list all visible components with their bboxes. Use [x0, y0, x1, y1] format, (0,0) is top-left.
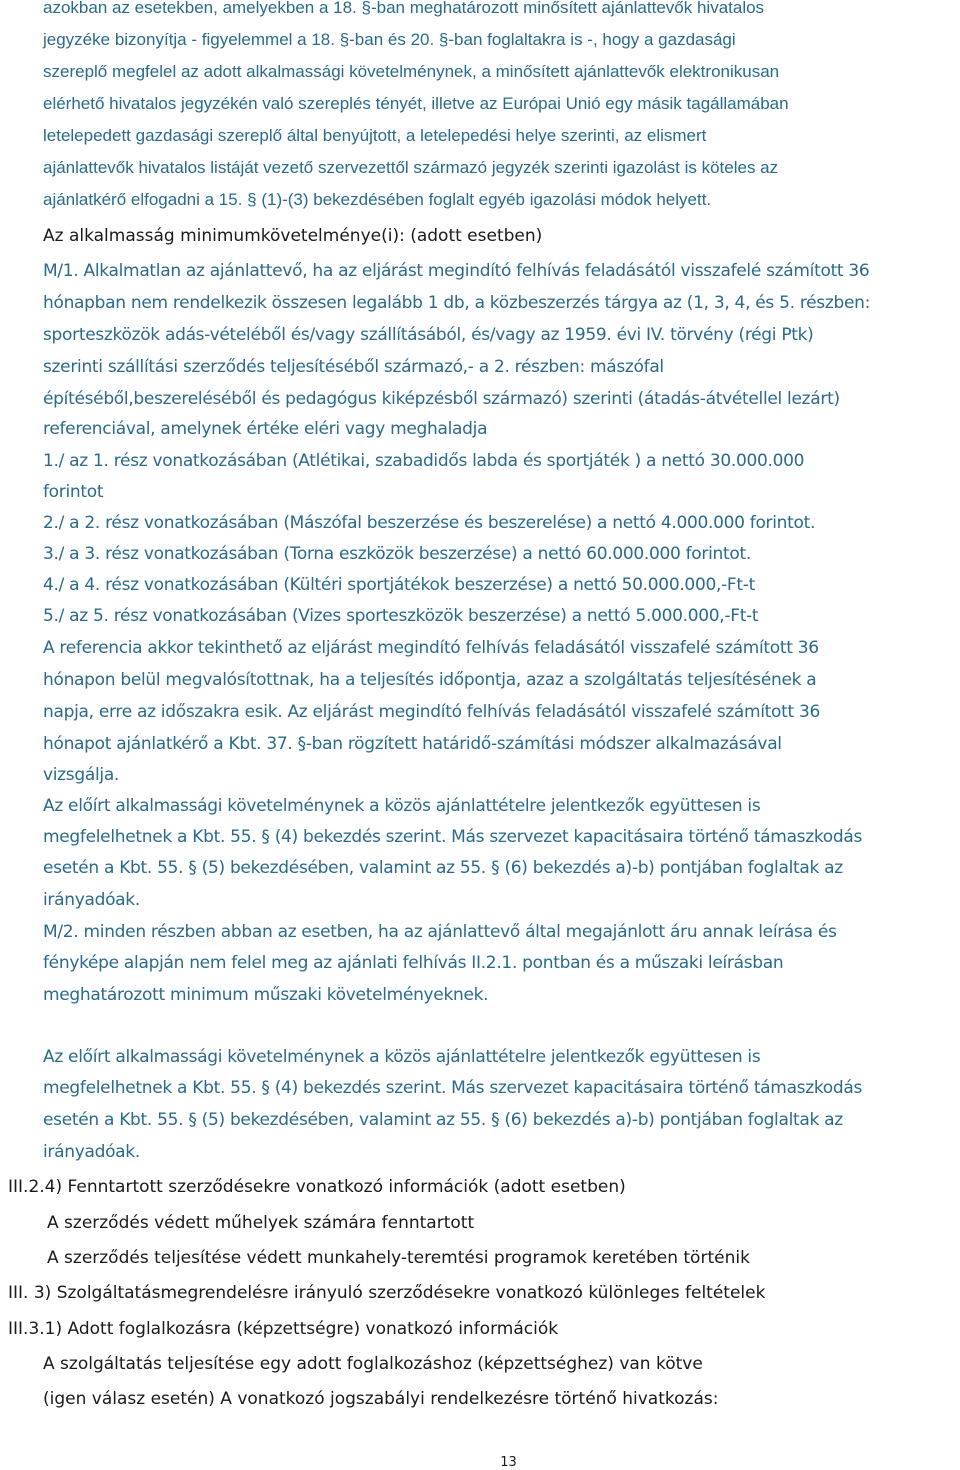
m1-line-16: vizsgálja.	[43, 765, 120, 785]
m1-line-10: 4./ a 4. rész vonatkozásában (Kültéri sportjátékok beszerzése) a nettó 50.000.000,-Ft-t	[43, 575, 755, 595]
m1-line-0: M/1. Alkalmatlan az ajánlattevő, ha az eljárást megindító felhívás feladásától visszafelé számított 36	[43, 261, 870, 281]
m1-line-4: építéséből,beszereléséből és pedagógus kiképzésből származó) szerinti (átadás-átvétellel lezárt)	[43, 389, 840, 409]
intro-line-6: ajánlatkérő elfogadni a 15. § (1)-(3) bekezdésében foglalt egyéb igazolási módok helyett.	[43, 190, 712, 209]
m1-line-22: fényképe alapján nem felel meg az ajánlati felhívás II.2.1. pontban és a műszaki leírásban	[43, 953, 784, 973]
m1-line-21: M/2. minden részben abban az esetben, ha az ajánlattevő által megajánlott áru annak leírása és	[43, 922, 837, 942]
m1-line-2: sporteszközök adás-vételéből és/vagy szállításából, és/vagy az 1959. évi IV. törvény (régi Ptk)	[43, 325, 814, 345]
m1-line-8: 2./ a 2. rész vonatkozásában (Mászófal beszerzése és beszerelése) a nettó 4.000.000 forintot.	[43, 513, 816, 533]
section-III-2-4-item-1: A szerződés teljesítése védett munkahely-teremtési programok keretében történik	[47, 1248, 750, 1268]
joint-line-3: irányadóak.	[43, 1142, 140, 1162]
m1-line-7: forintot	[43, 482, 104, 502]
m1-line-6: 1./ az 1. rész vonatkozásában (Atlétikai, szabadidős labda és sportjáték ) a nettó 30.000.000	[43, 451, 805, 471]
m1-line-15: hónapot ajánlatkérő a Kbt. 37. §-ban rögzített határidő-számítási módszer alkalmazásával	[43, 734, 782, 754]
section-III-2-4-item-0: A szerződés védett műhelyek számára fenntartott	[47, 1213, 475, 1233]
m1-line-20: irányadóak.	[43, 890, 140, 910]
intro-line-4: letelepedett gazdasági szereplő által benyújtott, a letelepedési helye szerinti, az elismert	[43, 126, 707, 145]
m1-line-17: Az előírt alkalmassági követelménynek a közös ajánlattételre jelentkezők együttesen is	[43, 796, 761, 816]
intro-line-0: azokban az esetekben, amelyekben a 18. §-ban meghatározott minősített ajánlattevők hivatalos	[43, 0, 765, 17]
joint-line-1: megfelelhetnek a Kbt. 55. § (4) bekezdés szerint. Más szervezet kapacitásaira történő támaszkodás	[43, 1078, 863, 1098]
intro-line-3: elérhető hivatalos jegyzékén való szereplés tényét, illetve az Európai Unió egy másik tagállamában	[43, 94, 789, 113]
intro-line-5: ajánlattevők hivatalos listáját vezető szervezettől származó jegyzék szerinti igazolást is köteles az	[43, 158, 779, 177]
m1-line-23: meghatározott minimum műszaki követelményeknek.	[43, 985, 489, 1005]
section-III-3-1-item-0: A szolgáltatás teljesítése egy adott foglalkozáshoz (képzettséghez) van kötve	[43, 1354, 703, 1374]
m1-line-18: megfelelhetnek a Kbt. 55. § (4) bekezdés szerint. Más szervezet kapacitásaira történő támaszkodás	[43, 827, 863, 847]
section-III-3-1-title: III.3.1) Adott foglalkozásra (képzettségre) vonatkozó információk	[8, 1319, 559, 1339]
m1-line-12: A referencia akkor tekinthető az eljárást megindító felhívás feladásától visszafelé számított 36	[43, 638, 819, 658]
m1-line-5: referenciával, amelynek értéke eléri vagy meghaladja	[43, 419, 488, 439]
page-number: 13	[500, 1455, 517, 1470]
m1-line-3: szerinti szállítási szerződés teljesítéséből származó,- a 2. részben: mászófal	[43, 357, 664, 377]
section-III-2-4-title: III.2.4) Fenntartott szerződésekre vonatkozó információk (adott esetben)	[8, 1177, 626, 1197]
m1-line-1: hónapban nem rendelkezik összesen legalább 1 db, a közbeszerzés tárgya az (1, 3, 4, és 5. részben:	[43, 293, 871, 313]
m1-line-11: 5./ az 5. rész vonatkozásában (Vizes sporteszközök beszerzése) a nettó 5.000.000,-Ft-t	[43, 606, 759, 626]
section-III-3-1-item-1: (igen válasz esetén) A vonatkozó jogszabályi rendelkezésre történő hivatkozás:	[43, 1389, 719, 1409]
joint-line-0: Az előírt alkalmassági követelménynek a közös ajánlattételre jelentkezők együttesen is	[43, 1047, 761, 1067]
m1-line-14: napja, erre az időszakra esik. Az eljárást megindító felhívás feladásától visszafelé számított 36	[43, 702, 821, 722]
section-III-3-title: III. 3) Szolgáltatásmegrendelésre irányuló szerződésekre vonatkozó különleges feltételek	[8, 1283, 766, 1303]
intro-line-1: jegyzéke bizonyítja - figyelemmel a 18. §-ban és 20. §-ban foglaltakra is -, hogy a gazdasági	[43, 30, 736, 49]
m1-line-13: hónapon belül megvalósítottnak, ha a teljesítés időpontja, azaz a szolgáltatás teljesítésének a	[43, 670, 817, 690]
joint-line-2: esetén a Kbt. 55. § (5) bekezdésében, valamint az 55. § (6) bekezdés a)-b) pontjában foglaltak az	[43, 1110, 843, 1130]
m1-line-19: esetén a Kbt. 55. § (5) bekezdésében, valamint az 55. § (6) bekezdés a)-b) pontjában foglaltak az	[43, 858, 843, 878]
minimum-requirements-heading: Az alkalmasság minimumkövetelménye(i): (adott esetben)	[43, 226, 543, 246]
intro-line-2: szereplő megfelel az adott alkalmassági követelménynek, a minősített ajánlattevők elektronikusan	[43, 62, 780, 81]
m1-line-9: 3./ a 3. rész vonatkozásában (Torna eszközök beszerzése) a nettó 60.000.000 forintot.	[43, 544, 751, 564]
